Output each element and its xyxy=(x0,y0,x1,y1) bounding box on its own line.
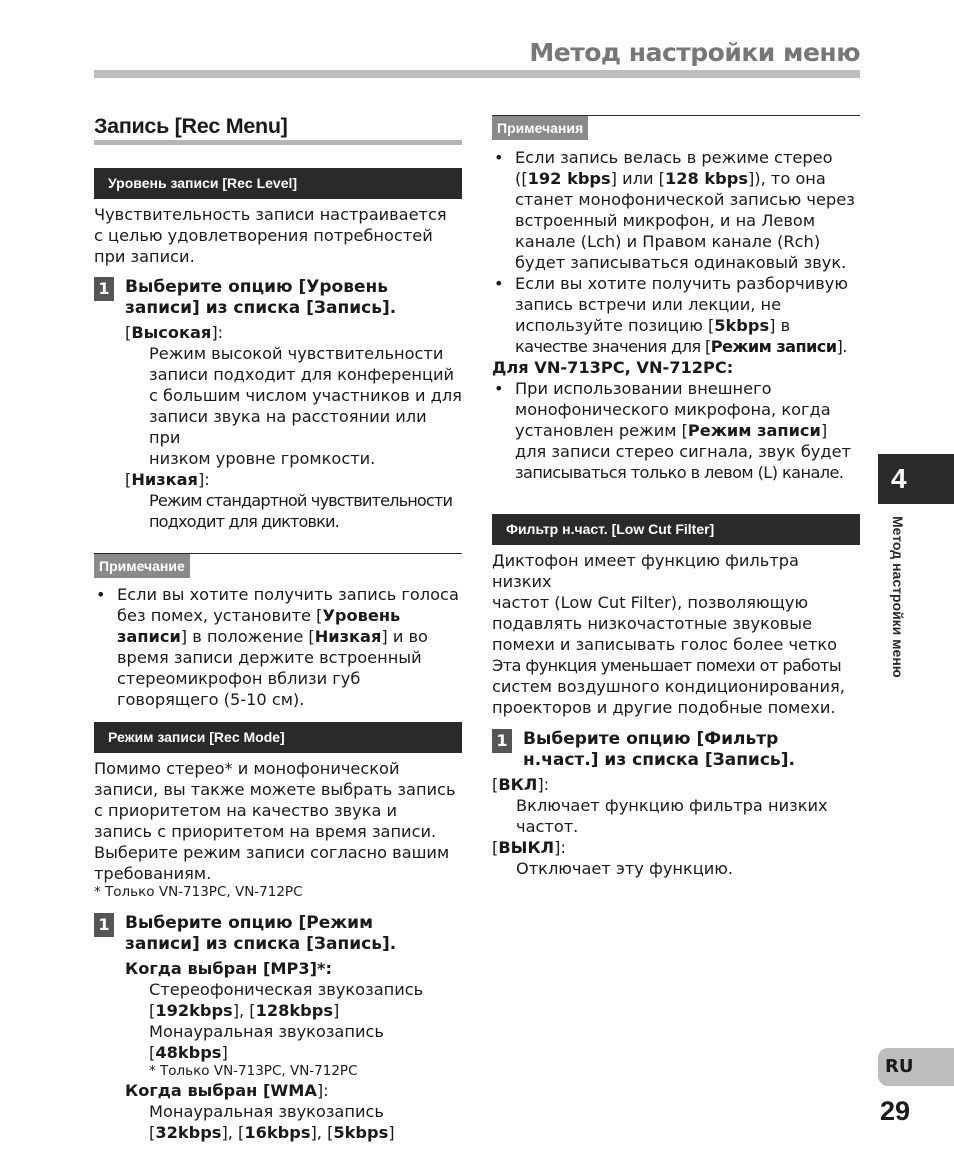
list-item: • При использовании внешнего монофонического микрофона, когда установлен режим [Режим записи] для записи стерео сигнала, звук будет записываться только в левом (L) канале. xyxy=(492,378,860,483)
chapter-tab: 4 xyxy=(878,454,954,504)
language-tab: RU xyxy=(878,1048,954,1086)
rec-level-heading: Уровень записи [Rec Level] xyxy=(94,168,462,199)
step-number: 1 xyxy=(492,729,512,753)
note-label: Примечание xyxy=(94,554,190,578)
step-instruction: Выберите опцию [Режим записи] из списка [Запись]. xyxy=(125,913,397,954)
step-low-cut xyxy=(492,729,860,771)
step-instruction: Выберите опцию [Фильтр н.част.] из списка [Запись]. xyxy=(523,729,795,770)
note-header xyxy=(94,553,462,578)
wma-desc: Монауральная звукозапись [32kbps], [16kbps], [5kbps] xyxy=(149,1102,395,1142)
rec-mode-heading: Режим записи [Rec Mode] xyxy=(94,722,462,753)
left-column xyxy=(94,112,462,1143)
page-number: 29 xyxy=(880,1096,911,1126)
right-column xyxy=(492,112,860,879)
notes-label: Примечания xyxy=(492,116,588,140)
step-rec-mode xyxy=(94,913,462,955)
note-list xyxy=(94,584,462,710)
rec-level-intro xyxy=(94,204,462,267)
step-rec-level xyxy=(94,277,462,319)
step-number: 1 xyxy=(94,913,114,937)
mp3-label: Когда выбран [MP3]*: xyxy=(125,959,332,978)
option-off: [ВЫКЛ]: xyxy=(492,838,566,857)
text-line: при записи. xyxy=(94,247,195,266)
option-on: [ВКЛ]: xyxy=(492,775,550,794)
option-low: [Низкая]: xyxy=(125,470,210,489)
notes-list-2 xyxy=(492,378,860,483)
list-item: • Если вы хотите получить разборчивую запись встречи или лекции, не используйте позицию [5kbps] в качестве значения для [Режим записи]. xyxy=(492,273,860,357)
list-item: • Если запись велась в режиме стерео ([192 kbps] или [128 kbps]), то она станет монофонической записью через встроенный микрофон, и на Левом канале (Lch) и Правом канале (Rch) будет записываться одинаковый звук. xyxy=(492,147,860,273)
option-on-desc: Включает функцию фильтра низких частот. xyxy=(516,796,828,836)
rec-mode-footnote: * Только VN-713PC, VN-712PC xyxy=(94,884,303,900)
notes-list xyxy=(492,147,860,357)
text-line: Чувствительность записи настраивается xyxy=(94,205,447,224)
option-off-desc: Отключает эту функцию. xyxy=(516,859,734,878)
mp3-desc: Стереофоническая звукозапись [192kbps], [128kbps] Монауральная звукозапись [48kbps] * Только VN-713PC, VN-712PC xyxy=(149,980,424,1079)
notes-header xyxy=(492,115,860,140)
low-cut-heading: Фильтр н.част. [Low Cut Filter] xyxy=(492,514,860,545)
text-line: с целью удовлетворения потребностей xyxy=(94,226,433,245)
rec-mode-intro: Помимо стерео* и монофонической записи, вы также можете выбрать запись с приоритетом на качество звука и запись с приоритетом на время записи. Выберите режим записи согласно вашим требованиям. xyxy=(94,759,456,883)
notes-subhead: Для VN-713PC, VN-712PC: xyxy=(492,358,734,377)
low-cut-intro: Диктофон имеет функцию фильтра низких частот (Low Cut Filter), позволяющую подавлять низкочастотные звуковые помехи и записывать голос более четко Эта функция уменьшает помехи от работы систем воздушного кондиционирования, проекторов и другие подобные помехи. xyxy=(492,551,845,717)
wma-label: Когда выбран [WMA]: xyxy=(125,1081,329,1100)
step-instruction: Выберите опцию [Уровень записи] из списка [Запись]. xyxy=(125,277,397,318)
option-high: [Высокая]: xyxy=(125,323,224,342)
section-title: Запись [Rec Menu] xyxy=(94,116,462,145)
step-number: 1 xyxy=(94,277,114,301)
option-low-desc: Режим стандартной чувствительности подходит для диктовки. xyxy=(149,491,453,531)
header-rule xyxy=(94,70,860,78)
chapter-side-label: Метод настройки меню xyxy=(890,516,906,678)
list-item: • Если вы хотите получить запись голоса без помех, установите [Уровень записи] в положение [Низкая] и во время записи держите встроенный стереомикрофон вблизи губ говорящего (5-10 см). xyxy=(94,584,462,710)
page-title: Метод настройки меню xyxy=(529,38,860,67)
option-high-desc: Режим высокой чувствительности записи подходит для конференций с большим числом участников и для записи звука на расстоянии или при низком уровне громкости. xyxy=(149,344,462,468)
